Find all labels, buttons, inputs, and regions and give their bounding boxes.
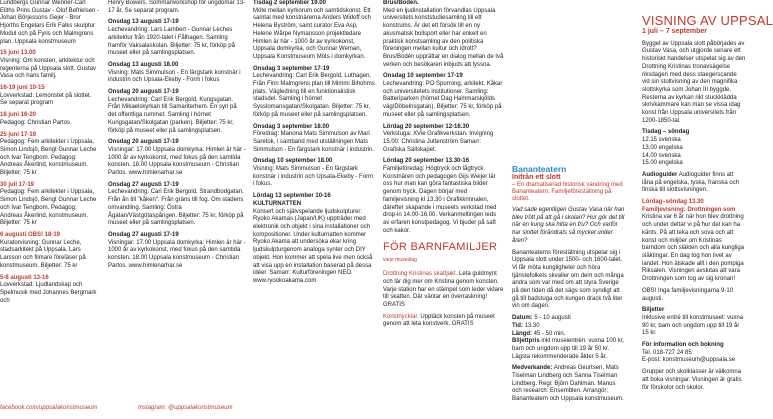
family-item-body: Leta guldmynt och lär dig mer om Kristina genom konsten. Varje station har en stämpel som leder vidare till skatten. Där väntar en överraskning! GRATIS — [383, 271, 504, 308]
schedule-item: 14.00 svenska — [642, 152, 681, 159]
event-body: Verkstuga: XVie Grafikverkstan. Invigning 15.00: Christina Juttenström Samarr: Grafiska Sällskapet. — [383, 131, 494, 153]
info-label: Datum: — [512, 315, 533, 322]
event-item — [108, 139, 246, 178]
event-body: Kuratorvisning: Gunnar Leche, stadsarkitekt på Uppsala. Lars Larsson och filmare föreläser på konstmuseum. Biljetter: 75 kr — [0, 239, 86, 269]
visning-title: VISNING AV UPPSAL — [642, 13, 773, 28]
banner-description: – En dramatiserad historisk vandring med Bananteatern. Familjeföreställning på slottet. — [512, 182, 623, 202]
event-heading: Onsdag 3 september 18.00 — [253, 123, 330, 130]
event-item — [253, 66, 376, 120]
event-heading: Onsdag 27 augusti 17-19 — [108, 181, 179, 188]
event-item — [108, 0, 246, 15]
event-item — [0, 0, 100, 46]
event-heading: 25 juni 17-19 — [0, 131, 37, 138]
family-item-heading: Drottning Kristinas skattjakt. — [383, 271, 458, 278]
tickets-body: Inklusive entré till konstmuseet: vuxna 90 kr, barn och ungdom upp till 19 år 15 kr. — [642, 314, 744, 337]
visning-intro: Bygget av Uppsala slott påbörjades av Gustav Vasa, och utgjorde senare ett historiskt handelser utspelat sig av den Drottning Kristinas tronavsägelse riksdagen med dess staegerscande vid sin stoltvisning av den magnifika slottskyrka som Johan III byggde. Resterna av kyrkan rikt stuckklädda skrivkammare kan man se vissa idag konst från Uppsala universitets från 1200-1850-tal. — [642, 40, 746, 124]
event-heading: Onsdag 3 september 17-19 — [253, 65, 330, 72]
event-item — [108, 89, 246, 135]
event-item — [0, 85, 100, 108]
schedule-heading: Tisdag – söndag — [642, 129, 690, 136]
info-value: 45 - 50 min. — [533, 330, 566, 337]
event-item — [253, 158, 376, 189]
info-row — [512, 315, 626, 323]
event-body: Lechevandring: PO Sporrong, arkitekt. Kåkar och universitetets institutioner. Samling: Batteriparken (hörnet Dag Hammarskjölds väg/Döbelnsgatan). Biljetter: 75 kr, förköp på museet eller på samlingsplatsen. — [383, 81, 503, 118]
column-5 — [512, 0, 626, 419]
event-heading: 30 juli 17-19 — [0, 181, 35, 188]
info-row — [512, 331, 626, 339]
event-body: Konsert och självspelande ljudskulpturer: Ryoko Akamas (Japan/UK) uppträder med elektronik och objekt i sina installationer och kompositioner. Under kulturnatten kommer Ryoko Akama att undersöka ekar kring ljudskulpturgenom analoga synter och DIY objekt. Hon kommer att spela live men också att visa upp en installation baserad på dessa idéer. Samarr: Kulturföreningen NEO. www.ryookoakama.com — [253, 208, 373, 284]
column-2 — [108, 0, 246, 419]
family-section-title: FÖR BARNFAMILJER — [383, 241, 498, 254]
family-visit-body: Kristina var 6 år när hon blev drottning och under dettar vi på hur det kan ha känts. På att leka och sova och att konst och miljöer om Kristinas barndom och släkten och alla kungliga släktingar. En dag tog hon livet av landet. Hon älskade allt i den pompiga Riksalen. Visningen avslutas att vara Drottningen som tog av sig kronan! — [642, 214, 745, 283]
event-body: Pedagog: Christian Partos — [0, 119, 71, 126]
info-row — [512, 365, 626, 404]
schedule-list — [642, 137, 746, 168]
event-heading: Lördag 20 september 13.30-16 — [383, 158, 470, 165]
event-heading: 16-19 juni 10-15 — [0, 85, 45, 92]
event-heading: 15 juni 13.00 — [0, 50, 36, 57]
event-heading: Lördag 20 september 12-16.30 — [383, 123, 470, 130]
banner-quote: Vad sade egentligen Gustav Vasa när han blev trött på att gå i skolan? Hur gör det till när en kung ska hitta en fru? Och varför har slottet förändrats så mycket under åren? — [512, 207, 625, 244]
event-body: Föredrag: Manona Mats Simmulson av Mari Saretok, i samband med utställningen Mats Simmulson - En färgstark konstnär i industrin. — [253, 131, 375, 153]
event-body: Lechevandring: Carl Erik Bergold, Strandbodgatan. Från ån till "kåken". Från gräns till fog. Om stadens omvandling. Samling: Östra Ågatan/Västgötaspången. Biljetter: 75 kr, förköp på museet eller på samlingsplatsen. — [108, 189, 244, 227]
event-body: Med en ljudinstallation förvandlas Uppsala universitets konststudiesamling till ett konstrums. Är det ett försök till en ny akusmatisk bollsport eller har enkelt en praktisk konstsamling av den politiska föreningen mellan kultur och idrott? Brus/Bodén upprättar en dialog mellan de två verken och besökaren inbjuds att lyssna. — [383, 7, 504, 68]
event-item — [0, 132, 100, 178]
event-item — [253, 0, 376, 62]
info-row — [512, 338, 626, 361]
audio-guide-text: Audioguider Audioguider finns att låna på engelska, tyska, franska och finska till slottsvisningen. — [642, 171, 740, 194]
info-row — [512, 323, 626, 331]
info-email[interactable]: E-post: konstmuseum@uppsala.se — [642, 357, 736, 364]
event-heading: Lördag 13 september 10-16 KULTURNATTEN — [253, 193, 331, 207]
event-heading: Tisdag 2 september 19.00 — [253, 0, 326, 6]
column-6 — [642, 0, 773, 419]
event-body: Henry Bowers. Sommarworkshop för ungdomar 13-17 år. Se separat program. — [108, 0, 246, 14]
family-section-subtitle: varje museidag — [383, 257, 417, 264]
event-item — [0, 275, 100, 306]
family-item — [383, 271, 504, 310]
facebook-link[interactable]: facebook.com/uppsalakonstmuseum — [0, 405, 98, 411]
info-phone: Tel. 018-727 24 85 — [642, 349, 692, 356]
event-item — [253, 124, 376, 155]
column-4 — [383, 0, 504, 419]
schedule-item: 15.00 engelska — [642, 160, 683, 167]
event-body: Visningar: 17.00 Uppsala domkyrka: Himlen är här - 1000 år av kyrkokonst, med fokus på den samtida konsten. 18.00 Uppsala konstmuseum - Christian Partos. www.himlenarhar.se — [108, 146, 246, 177]
event-body: Lovverkstad: Ljudlandskap och Spelmusik med Johannes Bergmark och — [0, 282, 97, 304]
family-item-heading: Konstnycklar. — [383, 313, 419, 320]
event-heading: Onsdag 13 augusti 18.00 — [108, 61, 179, 68]
info-value: Andreas Geurtsen, Mats Tiselman Lindberg och Sanna Tiselman Lindberg. Regi: Björn Dahlman. Manus och research: Ensemblen. Arrangör: Bananteatern och Uppsala konstmuseum. — [512, 365, 624, 403]
info-label: Biljettpris — [512, 338, 540, 345]
schedule-item: 12.15 svenska — [642, 137, 681, 144]
event-heading: 6 augusti OBS! 18-19 — [0, 231, 61, 238]
event-body: Lechevandring: Carl Erik Bergold, Luthagen. Från Finn Malmgrens plan till Mimmi Bihohms plats. Vägledning till en funktionalistisk stadsdel. Samling i hörnet Sysslomansgatan/Skolgatan. Biljetter: 75 kr, förköp på museet eller på samlingsplatsen. — [253, 73, 375, 118]
event-body: Familjeföredag: Högtryck och lågtryck. Konstnären och pedagogen Gijs Weijer lär oss hur man kan göra fantastiska bilder genom tryck. Dagen börjar med familjevisning kl 13.30 i Grafikkrinnalen, därefter skapande i museets verkstad med drop-in 14.00-16.00. Verkanmeltingen leds av erfaren konstpedagog. Vi bjuder på saft och kakor. — [383, 166, 497, 234]
info-value: 5 - 10 augusti — [534, 315, 571, 322]
tickets-heading: Biljetter — [642, 307, 665, 314]
info-value: inkl museientrén: vuxna 100 kr, barn och ungdom upp till 19 år 50 kr. Lägsta rekommenderade ålder 5 år. — [512, 338, 625, 360]
event-heading: Onsdag 10 september 17-19 — [383, 73, 463, 80]
family-visit-subtitle: Familjevisning: Drottningen som — [642, 206, 736, 213]
info-label: Medverkande: — [512, 365, 553, 372]
event-item — [0, 50, 100, 81]
event-item — [108, 232, 246, 271]
event-item — [383, 158, 504, 235]
column-1 — [0, 0, 100, 419]
event-item — [0, 232, 100, 271]
event-heading: 5-8 augusti 13-16 — [0, 274, 49, 281]
banner-subtitle: Inifrån ett slott — [512, 174, 561, 181]
schedule-item: 13.00 engelska — [642, 144, 683, 151]
event-heading: Onsdag 20 augusti 17-19 — [108, 89, 179, 96]
event-body: Pedagog: Fem arkitekter i Uppsala, Simon Lindsjö, Bengt Gunnar Leche och Ivar Tengbom. Pedagog: Andreas Åkerlind, konstmuseum. Biljetter: 75 kr — [0, 139, 97, 177]
event-item — [0, 182, 100, 228]
instagram-link[interactable]: Instagram: @uppsalakonstmuseum — [138, 405, 233, 411]
visning-subtitle: 1 juli – 7 september — [642, 28, 707, 35]
info-label: Tid: — [512, 322, 523, 329]
event-body: Möte mellan kyrkorum och samtidskonst. Ett samtal med konstnärerna Anders Widoff och Helena Byström, samt curator Eva Asp, Helene Wårpe Nymansson projektledare Himlen är här - 1000 år av kyrkokonst, Uppsala domkyrka, och Gunnar Weman, Uppsala Konstmuseum Möts i domkyrkan. — [253, 7, 371, 60]
event-body: Lechevandring: Lars Lambert - Gunnar Leches arkitektur från 1920-talet i Fålhagen. Samling framför Vaksalaskolan. Biljetter: 75 kr, förköp på museet eller på samlingsplatsen. — [108, 27, 235, 57]
banner-title: Bananteatern — [512, 164, 567, 174]
event-item — [0, 112, 100, 127]
banner-body: Bananteaterns föreställning utspelar sig i Uppsala slott under 1500- och 1600-talet. Vi får möta kungligheter och höra tjänstefolkets skvaller om dem och många andra som var med om att styra Sverige på den tiden då det sägs som syndigt att gå till badstuga och kungen drack två liter vin om dagen. — [512, 249, 624, 310]
event-heading: Onsdag 13 augusti 17-19 — [108, 19, 179, 26]
info-value: 13.30 — [524, 322, 540, 329]
column-3 — [253, 0, 376, 419]
event-body: Visning: Mats Simmulson - En färgstark konstnär i industrin och Upsala-Ekeby - Form i fokus — [108, 69, 241, 84]
group-info: Grupper och skolklasser är välkomna att boka visningar. Visningen är gratis för förskolor och skolor. — [642, 369, 742, 391]
event-heading: Onsdag 10 september 18.00 — [253, 158, 333, 165]
event-item — [383, 0, 504, 69]
event-body: Lovverkstad: Lemonstet på slottet. Se separat program — [0, 92, 92, 107]
banner — [512, 164, 626, 203]
event-heading: Brus/Bodén. — [383, 0, 419, 6]
obs-note: OBS! Inga familjevisningarna 9-10 augusti. — [642, 287, 734, 302]
info-heading: För information och bokning — [642, 342, 724, 349]
event-item — [253, 193, 376, 285]
event-item — [108, 182, 246, 228]
event-item — [383, 124, 504, 155]
event-heading: 18 juni 16-20 — [0, 112, 37, 119]
event-body: Pedagog: Fem arkitekter i Uppsala, Simon Lindsjö, Bengt Gunnar Leche och Ivar Tengbom. Pedagog: Andreas Åkerlind, konstmuseum. Biljetter: 75 kr — [0, 189, 97, 227]
event-item — [108, 19, 246, 58]
event-body: Lundbergs Gunnar Wenner-Carl Eliths Prins Gustav - Olof Befrielsen - Johan Börjessons Gejer - Bror Hjorths Engelars Erik Falks skulptur Modul och på Fyris och Malmgrens plan. Uppsala konstmuseum — [0, 0, 100, 45]
event-heading: Onsdag 27 augusti 17-19 — [108, 231, 179, 238]
family-item-body: Upptäck konsten på museet genom att leta konstverk. GRATIS — [383, 313, 495, 328]
info-label: Längd: — [512, 330, 532, 337]
event-body: Visning: Mats Simmulson - En färgstark konstnär i industrin och Upsala-Ekeby - Form i fokus. — [253, 166, 374, 188]
event-body: Visning: Om konsten, arkitektur och regenterna på Uppsala slott. Gustav Vasa och hans familj. — [0, 57, 97, 80]
event-body: Lechevandring: Carl Erik Bergold, Kungsgatan. Från Mikaelskyrkan till Samariterhem. En syn på det offentliga rummet. Samling i hörnet Kungsgatan/Skolgatan (parken). Biljetter: 75 kr, förköp på museet eller på samlingsplatsen. — [108, 96, 237, 134]
family-item — [383, 314, 504, 329]
event-item — [383, 73, 504, 119]
family-visit-heading: Lördag–söndag 13.30 — [642, 199, 704, 206]
event-heading: Onsdag 20 augusti 17-19 — [108, 139, 179, 146]
event-body: Visningar: 17.00 Uppsala domkyrka: Himlen är här - 1000 år av kyrkokonst, med fokus på den samtida konsten. 18.00 Uppsala konstmuseum - Christian Partos. www.himlenarhar.se — [108, 239, 246, 269]
event-item — [108, 62, 246, 85]
